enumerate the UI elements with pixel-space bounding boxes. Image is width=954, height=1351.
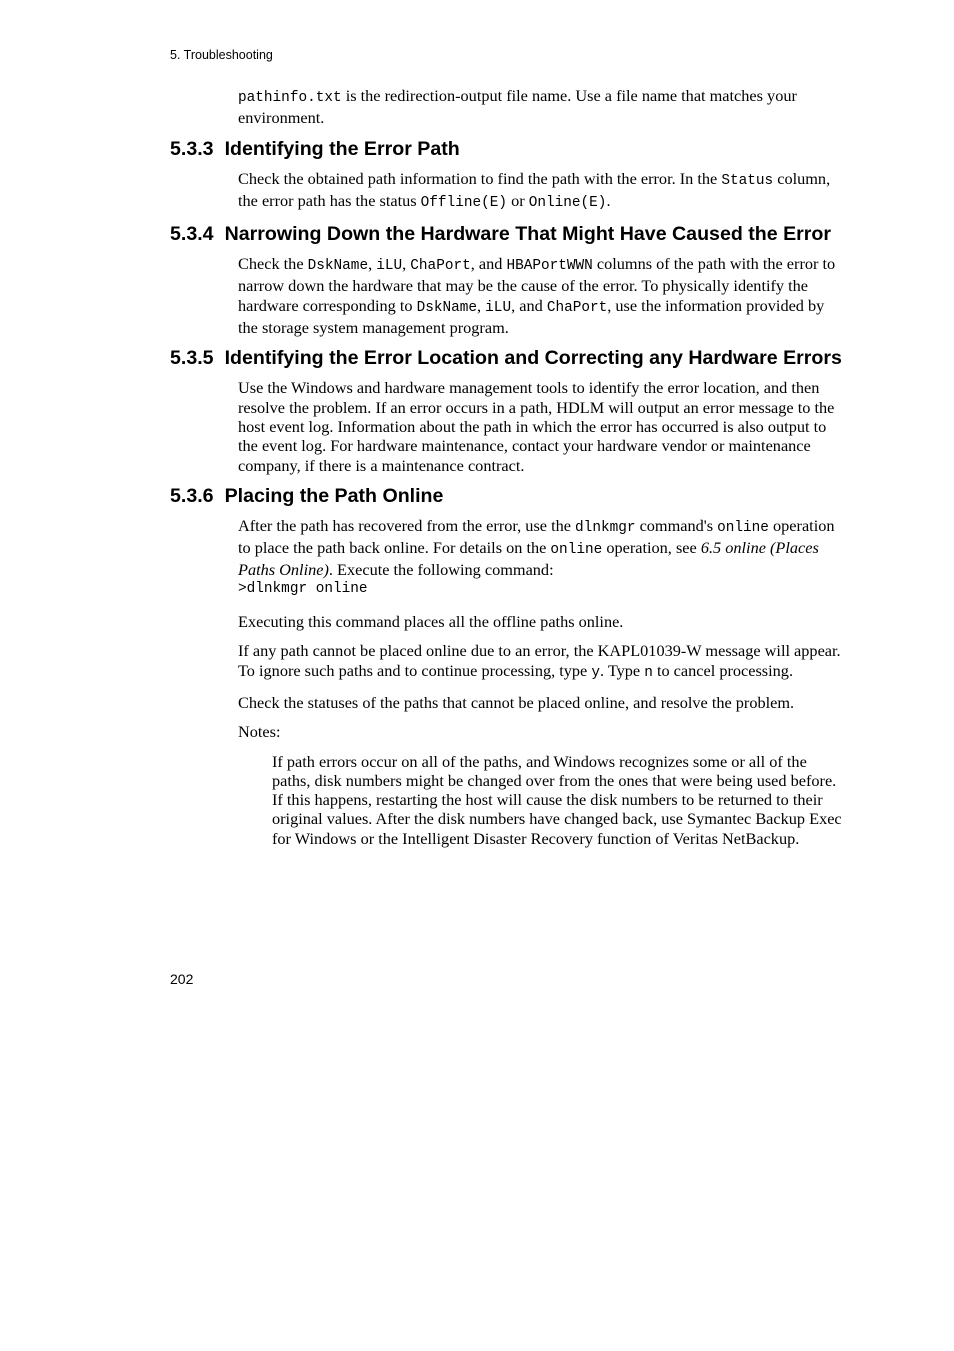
inline-code: ChaPort (410, 258, 471, 275)
section-title: Identifying the Error Location and Correcting any Hardware Errors (224, 347, 842, 370)
text-run: , and (470, 254, 507, 274)
text-run: operation, see (602, 538, 701, 558)
inline-code: ChaPort (546, 299, 608, 316)
text-run: , use the information provided by the storage system management program. (238, 295, 825, 338)
text-run: , and (511, 295, 547, 315)
text-run: Check the obtained path information to find the path with the error. In the (238, 168, 722, 188)
inline-code: dlnkmgr (575, 519, 636, 536)
paragraph: Executing this command places all the offline paths online. (238, 612, 624, 632)
text-run: column, the error path has the status (238, 168, 831, 210)
inline-code: iLU (376, 258, 403, 275)
inline-code: pathinfo.txt (238, 90, 342, 106)
section-number: 5.3.3 (170, 137, 214, 160)
cross-reference-link[interactable]: 6.5 online (Places Paths Online) (238, 538, 819, 580)
text-run: If any path cannot be placed online due to an error, the KAPL01039-W message will appear. To ignore such paths and to continue processing, type (238, 641, 841, 680)
section-heading-5-3-4 (170, 223, 845, 245)
note-paragraph: If path errors occur on all of the paths, and Windows recognizes some or all of the paths, disk numbers might be changed over from the ones that were being used before. If this happens, restarting the host will cause the disk numbers to be returned to their original values. After the disk numbers have changed back, use Symantec Backup Exec for Windows or the Intelligent Disaster Recovery function of Veritas NetBackup. (272, 751, 842, 848)
text-run: to cancel processing. (652, 660, 794, 680)
paragraph (238, 641, 845, 683)
section-number: 5.3.6 (170, 484, 214, 507)
inline-code: n (644, 664, 653, 681)
text-run: command's (635, 515, 718, 535)
intro-paragraph (238, 86, 845, 128)
section-title: Narrowing Down the Hardware That Might Have Caused the Error (224, 223, 832, 246)
text-run: After the path has recovered from the error, use the (238, 515, 576, 535)
paragraph (238, 254, 845, 337)
text-run: , (368, 254, 377, 274)
inline-code: online (550, 542, 603, 559)
text-run: columns of the path with the error to narrow down the hardware that may be the cause of the error. To physically identify the hardware corresponding to (238, 254, 836, 315)
inline-code: DskName (416, 299, 478, 316)
paragraph: Use the Windows and hardware management tools to identify the error location, and then resolve the problem. If an error occurs in a path, HDLM will output an error message to the host event log. Information about the path in which the error has occurred is also output to the event log. For hardware maintenance, contact your hardware vendor or maintenance company, if there is a maintenance contract. (238, 378, 835, 475)
inline-code: HBAPortWWN (506, 258, 593, 275)
paragraph (238, 516, 845, 580)
inline-code: DskName (307, 258, 369, 275)
inline-code: iLU (485, 299, 512, 316)
text-run: , (477, 295, 486, 315)
command-line: >dlnkmgr online (238, 580, 368, 597)
section-heading-5-3-6 (170, 485, 845, 507)
section-heading-5-3-5 (170, 347, 845, 369)
text-run: or (507, 190, 529, 210)
inline-code: Status (721, 172, 774, 189)
text-run: . Execute the following command: (328, 560, 554, 580)
inline-code: online (717, 519, 769, 536)
inline-code: y (591, 664, 600, 681)
paragraph: Check the statuses of the paths that cannot be placed online, and resolve the problem. (238, 692, 795, 712)
section-heading-5-3-3 (170, 138, 845, 160)
section-title: Placing the Path Online (224, 484, 444, 507)
text-run: , (402, 254, 411, 274)
section-number: 5.3.4 (170, 223, 214, 246)
page-content (170, 86, 845, 848)
text-run: is the redirection-output file name. Use a file name that matches your environment. (238, 86, 797, 128)
paragraph (238, 169, 845, 214)
section-title: Identifying the Error Path (224, 137, 460, 160)
inline-code: Offline(E) (420, 194, 508, 211)
notes-label: Notes: (238, 722, 281, 742)
text-run: operation to place the path back online. For details on the (238, 515, 835, 558)
running-head: 5. Troubleshooting (170, 48, 273, 62)
text-run: . (606, 190, 611, 210)
page-number: 202 (170, 971, 194, 987)
inline-code: Online(E) (528, 194, 607, 211)
text-run: . Type (600, 660, 645, 680)
text-run: Check the (238, 254, 308, 274)
section-number: 5.3.5 (170, 347, 214, 370)
